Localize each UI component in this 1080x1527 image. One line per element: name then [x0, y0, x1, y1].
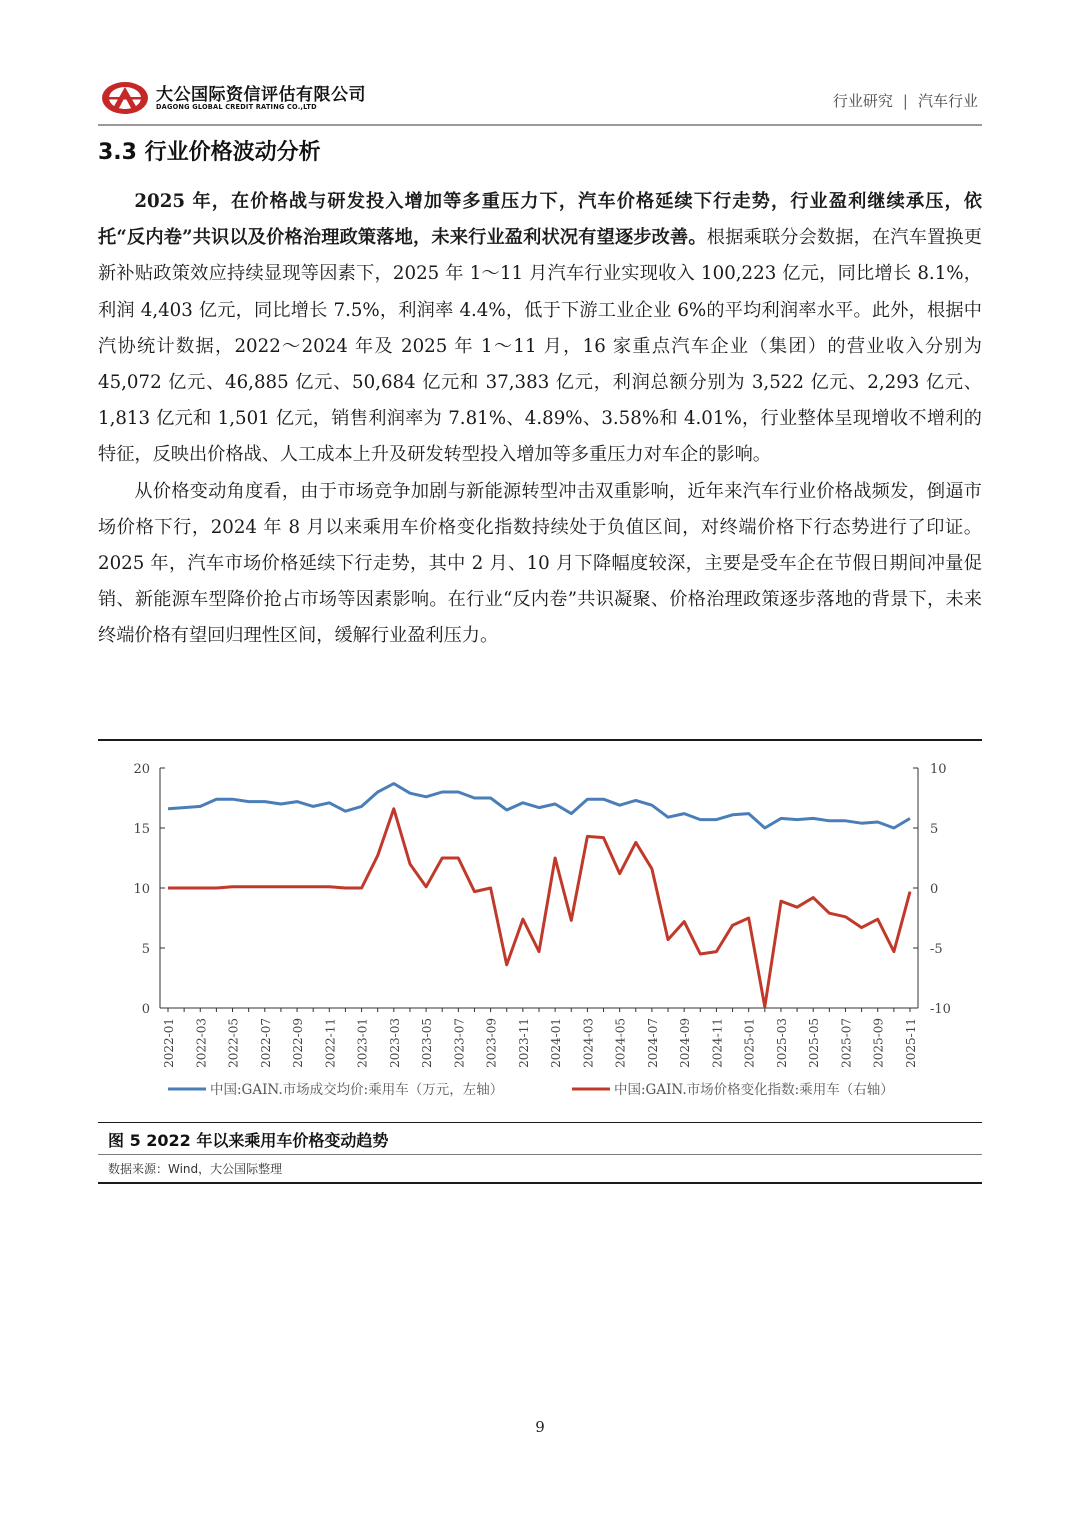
x-axis-tick-label: 2025-03	[774, 1018, 789, 1068]
left-axis-tick-label: 20	[133, 762, 150, 777]
right-axis-tick-label: -5	[930, 942, 943, 957]
left-axis-tick-label: 10	[133, 882, 150, 897]
legend-label-avg-price: 中国:GAIN.市场成交均价:乘用车（万元，左轴）	[210, 1082, 504, 1098]
x-axis-tick-label: 2025-05	[807, 1018, 822, 1068]
figure-caption: 图 5 2022 年以来乘用车价格变动趋势	[108, 1131, 389, 1150]
page-number: 9	[535, 1418, 545, 1436]
figure-source-rule	[98, 1154, 982, 1155]
x-axis-tick-label: 2025-09	[871, 1018, 886, 1068]
dagong-logo-icon	[100, 80, 150, 116]
figure-top-rule	[98, 739, 982, 741]
header-separator: |	[902, 92, 908, 110]
paragraph-1	[98, 184, 982, 474]
figure-bottom-rule	[98, 1182, 982, 1184]
company-name-en: DAGONG GLOBAL CREDIT RATING CO.,LTD	[156, 103, 317, 111]
right-axis-tick-label: -10	[930, 1002, 951, 1017]
header-category	[833, 90, 978, 111]
x-axis-tick-label: 2024-01	[549, 1018, 564, 1068]
paragraph-2: 从价格变动角度看，由于市场竞争加剧与新能源转型冲击双重影响，近年来汽车行业价格战频发，倒逼市场价格下行，2024 年 8 月以来乘用车价格变化指数持续处于负值区间，对终端价格下行态势进行了印证。2025 年，汽车市场价格延续下行走势，其中 2 月、10 月下降幅度较深，主要是受车企在节假日期间冲量促销、新能源车型降价抢占市场等因素影响。在行业“反内卷”共识凝聚、价格治理政策逐步落地的背景下，未来终端价格有望回归理性区间，缓解行业盈利压力。	[98, 480, 982, 647]
x-axis-tick-label: 2022-01	[162, 1018, 176, 1068]
left-axis-tick-label: 0	[141, 1002, 150, 1017]
x-axis-tick-label: 2022-11	[323, 1018, 338, 1068]
header-divider	[98, 124, 982, 126]
x-axis-tick-label: 2023-07	[452, 1018, 467, 1068]
series-line-avg-price	[168, 784, 910, 828]
right-axis-tick-label: 0	[930, 882, 939, 897]
x-axis-tick-label: 2023-03	[387, 1018, 402, 1068]
legend-label-price-index: 中国:GAIN.市场价格变化指数:乘用车（右轴）	[614, 1082, 894, 1098]
paragraph-1-bold: 2025 年，在价格战与研发投入增加等多重压力下，汽车价格延续下行走势，行业盈利继续承压，依托“反内卷”共识以及价格治理政策落地，未来行业盈利状况有望逐步改善。	[98, 191, 982, 249]
x-axis-tick-label: 2024-09	[678, 1018, 693, 1068]
figure-caption-rule	[98, 1122, 982, 1123]
company-name-cn: 大公国际资信评估有限公司	[156, 85, 366, 105]
header-category-label: 行业研究	[832, 92, 893, 110]
x-axis-tick-label: 2022-05	[226, 1018, 241, 1068]
x-axis-tick-label: 2024-07	[645, 1018, 660, 1068]
x-axis-tick-label: 2022-03	[194, 1018, 209, 1068]
page-header	[98, 74, 982, 124]
right-axis-tick-label: 10	[930, 762, 947, 777]
x-axis-tick-label: 2023-09	[484, 1018, 499, 1068]
paragraph-1-rest: 根据乘联分会数据，在汽车置换更新补贴政策效应持续显现等因素下，2025 年 1～11 月汽车行业实现收入 100,223 亿元，同比增长 8.1%，利润 4,403 亿元，同比增长 7.5%，利润率 4.4%，低于下游工业企业 6%的平均利润率水平。此外，根据中汽协统计数据，2022～2024 年及 2025 年 1～11 月，16 家重点汽车企业（集团）的营业收入分别为 45,072 亿元、46,885 亿元、50,684 亿元和 37,383 亿元，利润总额分别为 3,522 亿元、2,293 亿元、1,813 亿元和 1,501 亿元，销售利润率为 7.81%、4.89%、3.58%和 4.01%，行业整体呈现增收不增利的特征，反映出价格战、人工成本上升及研发转型投入增加等多重压力对车企的影响。	[98, 227, 982, 466]
header-industry-label: 汽车行业	[917, 92, 978, 110]
x-axis-tick-label: 2023-11	[516, 1018, 531, 1068]
x-axis-tick-label: 2022-07	[258, 1018, 273, 1068]
x-axis-tick-label: 2023-05	[420, 1018, 435, 1068]
x-axis-tick-label: 2024-11	[710, 1018, 725, 1068]
x-axis-tick-label: 2023-01	[355, 1018, 370, 1068]
price-trend-chart	[98, 750, 982, 1122]
right-axis-tick-label: 5	[930, 822, 939, 837]
left-axis-tick-label: 15	[133, 822, 150, 837]
x-axis-tick-label: 2025-11	[904, 1018, 918, 1068]
x-axis-tick-label: 2025-01	[742, 1018, 757, 1068]
left-axis-tick-label: 5	[141, 942, 150, 957]
x-axis-tick-label: 2024-03	[581, 1018, 596, 1068]
x-axis-tick-label: 2025-07	[839, 1018, 854, 1068]
x-axis-tick-label: 2024-05	[613, 1018, 628, 1068]
series-line-price-index	[168, 809, 910, 1007]
section-title: 3.3 行业价格波动分析	[98, 140, 321, 165]
body-text	[98, 184, 982, 655]
figure-source: 数据来源：Wind，大公国际整理	[108, 1162, 283, 1176]
x-axis-tick-label: 2022-09	[291, 1018, 306, 1068]
